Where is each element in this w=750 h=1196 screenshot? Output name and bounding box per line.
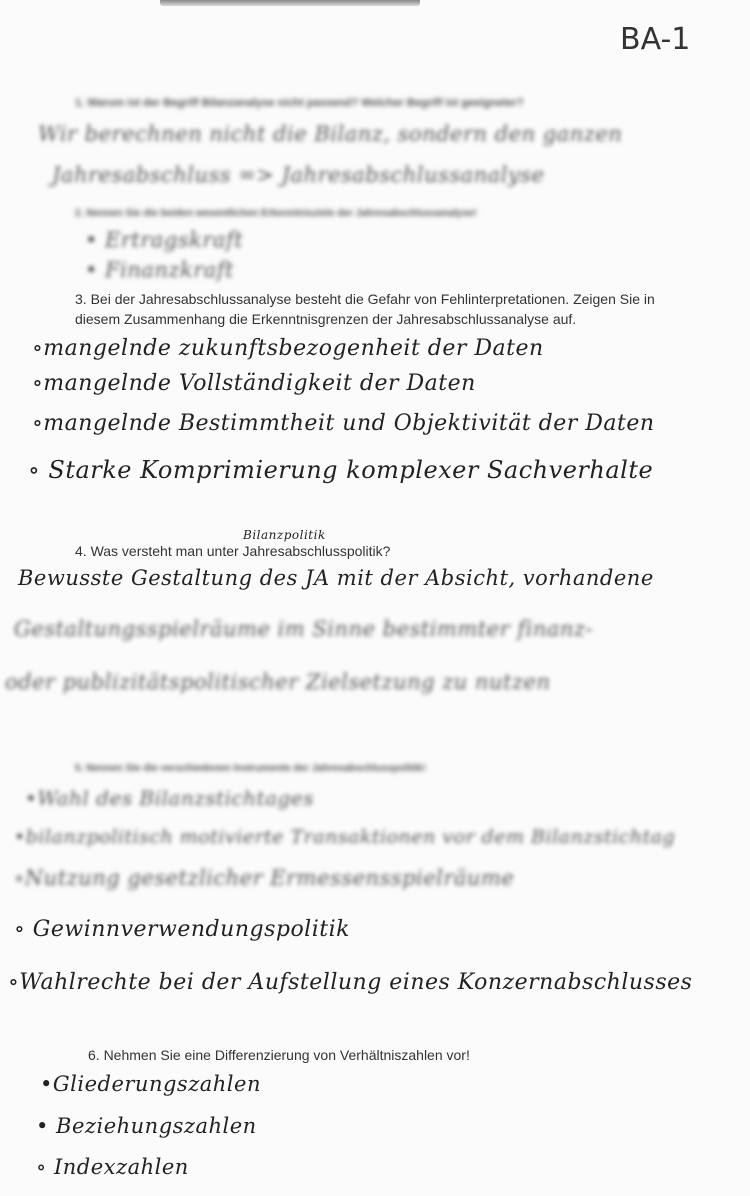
answer-5-item-2: •bilanzpolitisch motivierte Transaktionen vor dem Bilanzstichtag bbox=[14, 826, 676, 848]
answer-4-line-1: Bewusste Gestaltung des JA mit der Absicht, vorhandene bbox=[18, 566, 654, 590]
answer-5-item-3: ∘Nutzung gesetzlicher Ermessensspielräume bbox=[14, 866, 515, 890]
answer-5-item-5: ∘Wahlrechte bei der Aufstellung eines Konzernabschlusses bbox=[8, 970, 693, 995]
scan-edge bbox=[160, 0, 420, 6]
answer-6-item-3: ∘ Indexzahlen bbox=[36, 1155, 189, 1179]
answer-6-item-2: • Beziehungszahlen bbox=[36, 1114, 257, 1138]
question-3-line-2: diesem Zusammenhang die Erkenntnisgrenzen der Jahresabschlussanalyse auf. bbox=[75, 311, 577, 327]
answer-2-item-2: • Finanzkraft bbox=[85, 258, 234, 282]
answer-5-item-4: ∘ Gewinnverwendungspolitik bbox=[14, 917, 350, 942]
question-4-insert-note: Bilanzpolitik bbox=[243, 528, 326, 542]
answer-4-line-3: oder publizitätspolitischer Zielsetzung zu nutzen bbox=[5, 670, 551, 694]
answer-3-item-1: ∘mangelnde zukunftsbezogenheit der Daten bbox=[32, 336, 544, 361]
question-5: 5. Nennen Sie die verschiedenen Instrumente der Jahresabschlusspolitik! bbox=[75, 763, 426, 774]
answer-3-item-3: ∘mangelnde Bestimmtheit und Objektivität der Daten bbox=[32, 411, 655, 436]
answer-1-line-1: Wir berechnen nicht die Bilanz, sondern den ganzen bbox=[38, 122, 623, 146]
answer-4-line-2: Gestaltungsspielräume im Sinne bestimmter finanz- bbox=[14, 617, 594, 641]
question-3-line-1: 3. Bei der Jahresabschlussanalyse besteht die Gefahr von Fehlinterpretationen. Zeigen Sie in bbox=[75, 291, 655, 307]
question-2: 2. Nennen Sie die beiden wesentlichen Erkenntnisziele der Jahresabschlussanalyse! bbox=[75, 208, 477, 219]
question-6: 6. Nehmen Sie eine Differenzierung von Verhältniszahlen vor! bbox=[88, 1047, 470, 1063]
answer-5-item-1: •Wahl des Bilanzstichtages bbox=[25, 786, 314, 810]
answer-3-item-4: ∘ Starke Komprimierung komplexer Sachverhalte bbox=[28, 456, 654, 484]
answer-2-item-1: • Ertragskraft bbox=[85, 228, 244, 252]
page-label: BA-1 bbox=[620, 22, 691, 57]
answer-3-item-2: ∘mangelnde Vollständigkeit der Daten bbox=[32, 371, 476, 396]
question-4: 4. Was versteht man unter Jahresabschlusspolitik? bbox=[75, 543, 391, 559]
answer-6-item-1: •Gliederungszahlen bbox=[40, 1072, 261, 1096]
question-1: 1. Warum ist der Begriff Bilanzanalyse nicht passend? Welcher Begriff ist geeigneter? bbox=[75, 97, 524, 109]
answer-1-line-2: Jahresabschluss => Jahresabschlussanalyse bbox=[52, 163, 545, 187]
